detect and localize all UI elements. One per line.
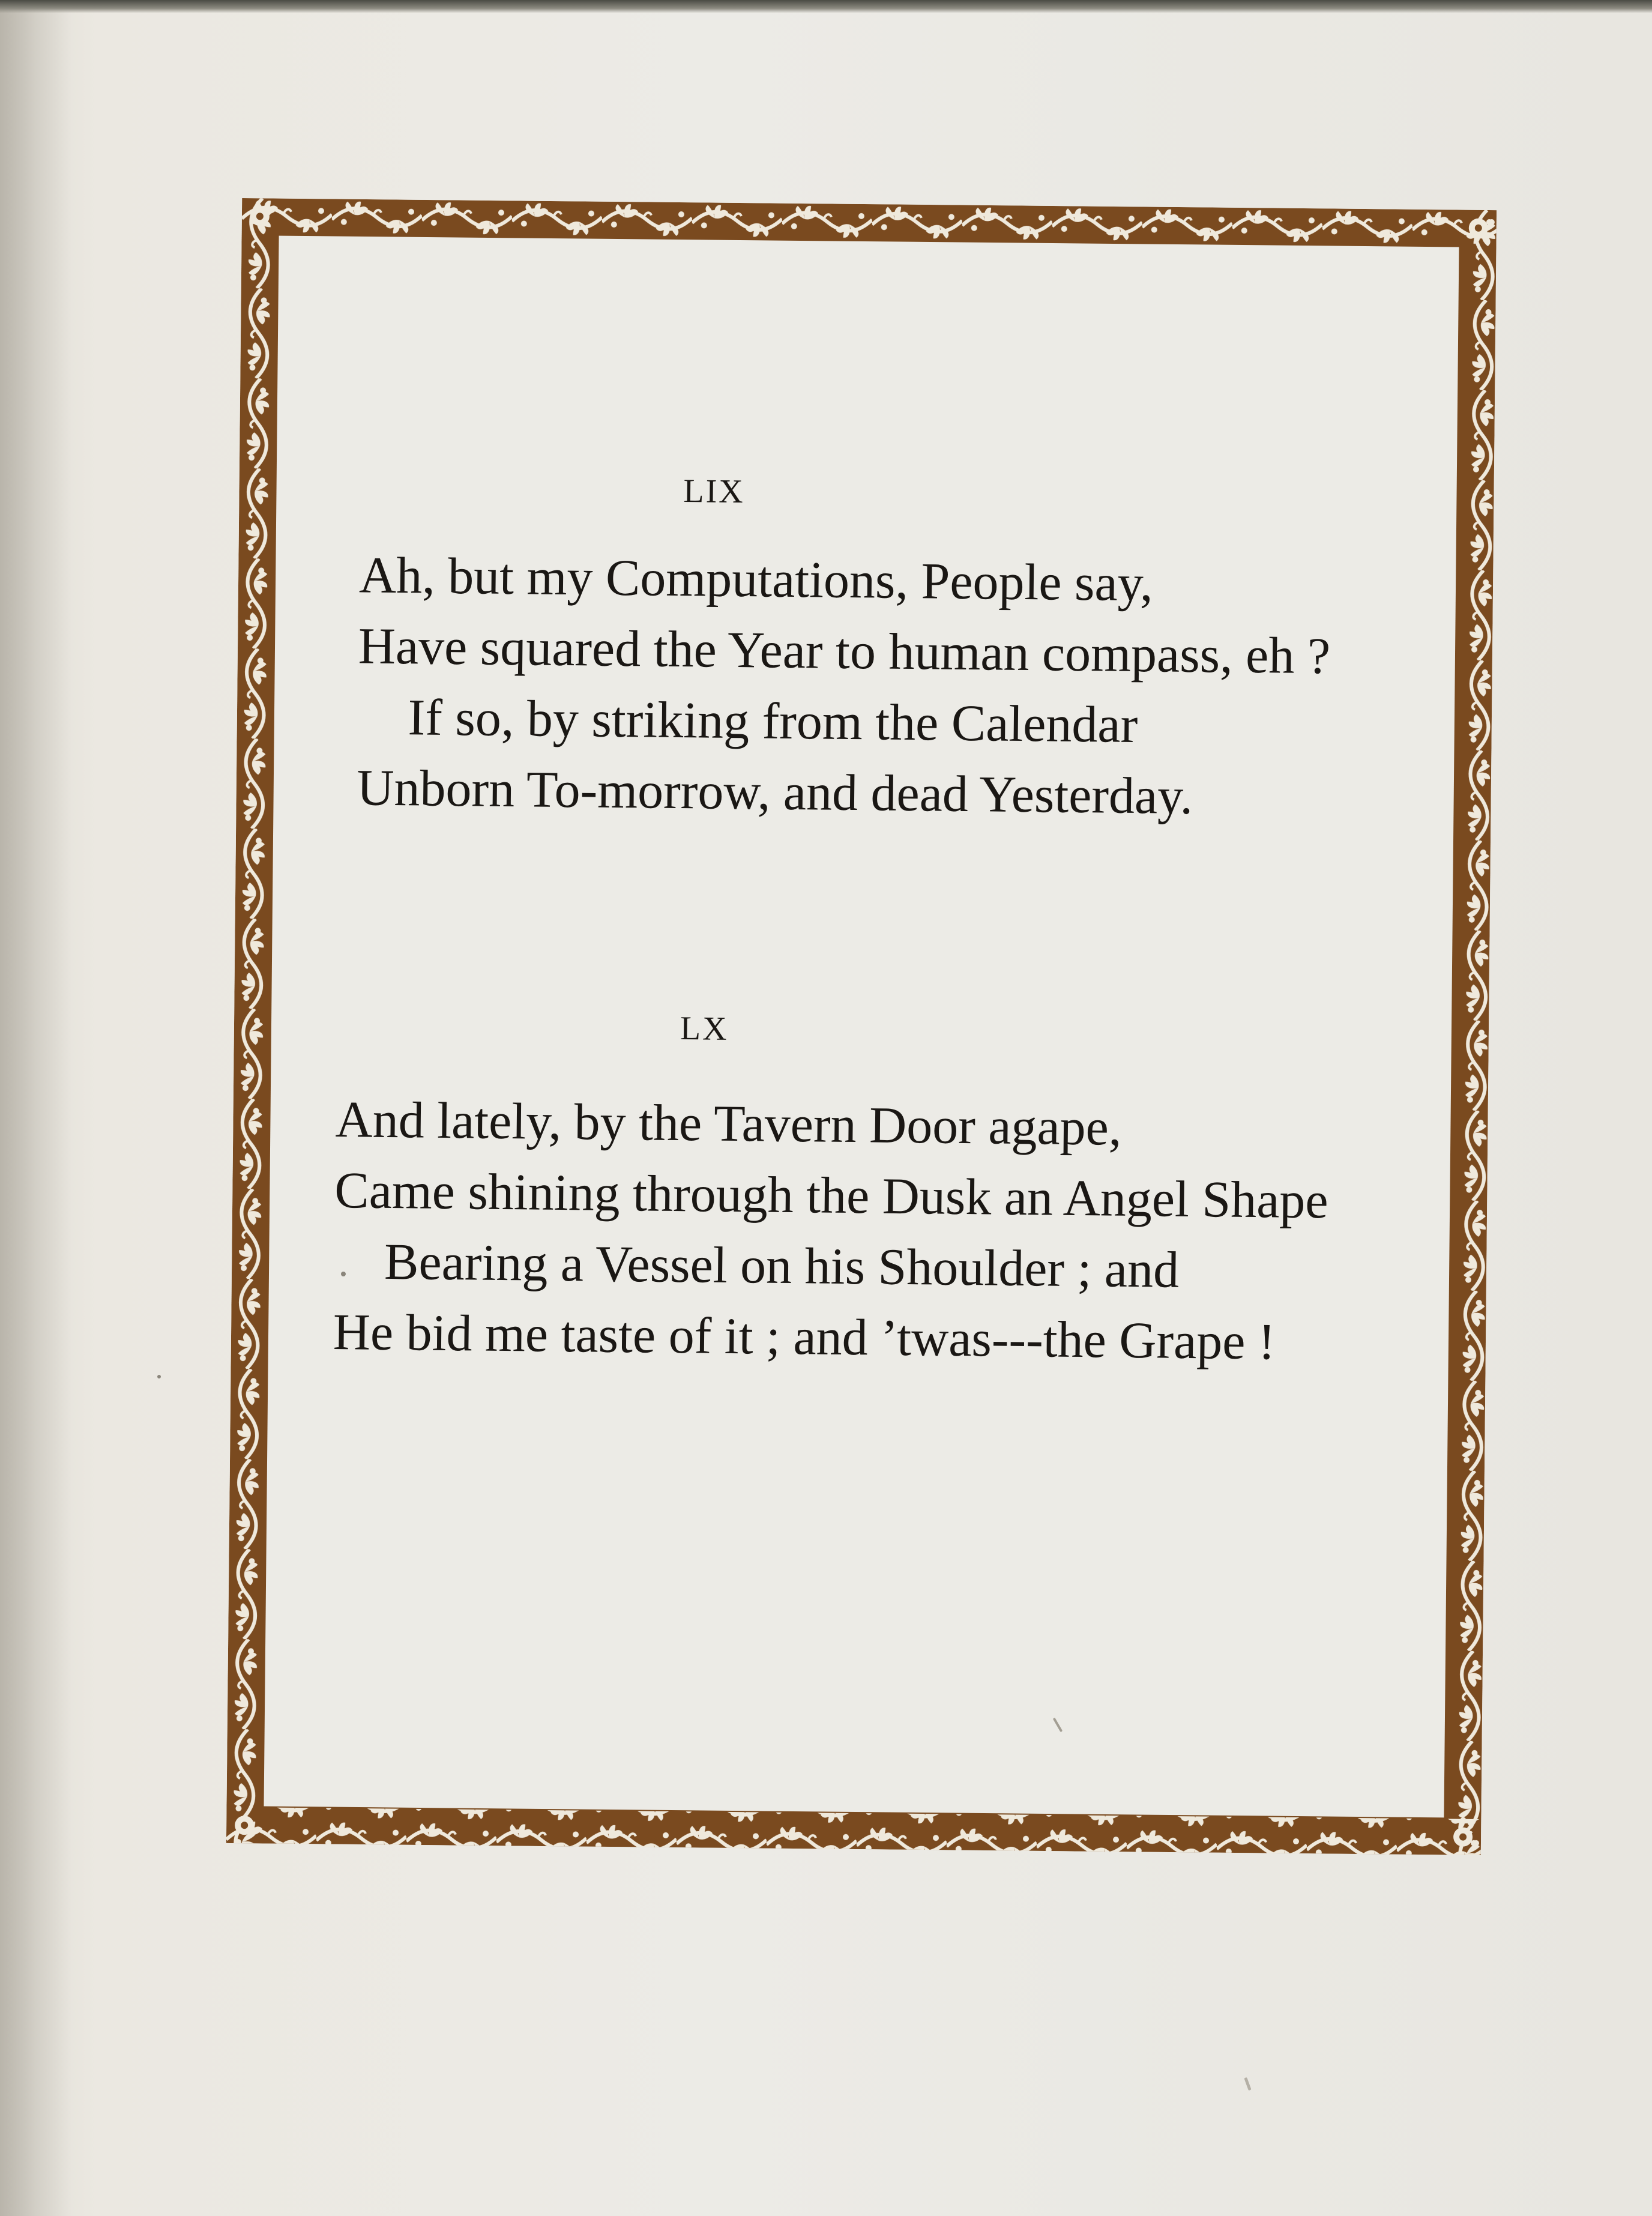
page-top-edge — [0, 0, 1652, 13]
paper-speck — [1244, 2077, 1251, 2091]
verse-line: Bearing a Vessel on his Shoulder ; and — [384, 1232, 1180, 1299]
verse-line: Ah, but my Computations, People say, — [358, 546, 1154, 612]
verse-line: Have squared the Year to human compass, eh ? — [358, 617, 1331, 685]
spine-shadow — [0, 0, 72, 2216]
verse-line: Came shining through the Dusk an Angel Shape — [334, 1161, 1329, 1230]
verse-line: He bid me taste of it ; and ’twas---the Grape ! — [333, 1303, 1276, 1371]
stanza-section — [333, 1006, 1330, 1377]
stanza-number: LIX — [683, 472, 746, 511]
stanza — [357, 539, 1331, 833]
verse-line: If so, by striking from the Calendar — [408, 688, 1138, 754]
paper-speck — [341, 1272, 346, 1276]
stanza — [333, 1084, 1329, 1377]
verse-line: And lately, by the Tavern Door agape, — [335, 1090, 1122, 1156]
stanza-section — [357, 468, 1332, 833]
stanza-number: LX — [680, 1010, 729, 1048]
verse-line: Unborn To-morrow, and dead Yesterday. — [356, 758, 1193, 825]
paper-speck — [157, 1375, 161, 1378]
